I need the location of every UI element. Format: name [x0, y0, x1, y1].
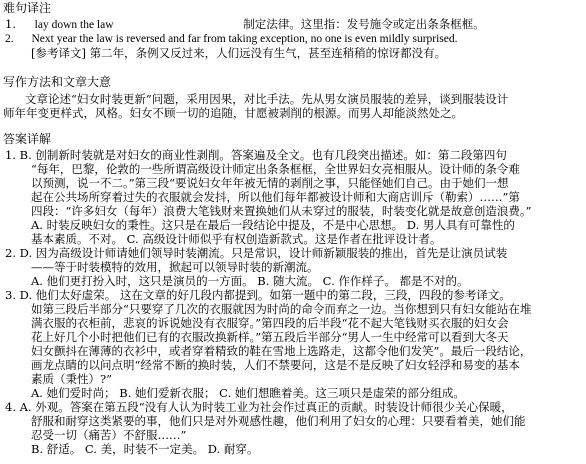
- note-1-number: 1.: [5, 17, 16, 31]
- note-2-english: Next year the law is reversed and far from taking exception, no one is even mildly surprised.: [31, 33, 458, 45]
- answer-line: 1. B. 创制新时装就是对妇女的商业性剥削。答案遍及全文。也有几段突出描述。如：第二段第四句: [5, 148, 507, 162]
- section-title-difficult-sentences: 难句译注: [3, 1, 52, 15]
- answer-line: 满衣服的衣柜前，悲哀的诉说她没有衣服穿。”第四段的后半段“花不起大笔钱财买衣服的妇女会: [31, 316, 509, 330]
- answer-line: ——等于时装模特的效用，掀起可以领导时装的新潮流。: [31, 260, 319, 274]
- answer-line: 基本素质。不对。 C. 高级设计师似乎有权创造新款式。这是作者在批评设计者。: [31, 232, 442, 246]
- answer-line: 起在公共场所穿着过失的衣服就会发抖，所以他们每年都被设计师和大商店训斥（勒索）……”第: [31, 190, 520, 204]
- section-title-writing-method: 写作方法和文章大意: [3, 75, 112, 89]
- answer-line: 四段：“许多妇女（每年）浪费大笔钱财来置换她们从未穿过的服装，时装变化就是故意创造浪费。”: [31, 204, 532, 218]
- answer-line: 舒服和耐穿这类紧要的事，他们只是对外观感性趣，他们利用了妇女的心理：只要看着美，她们能: [31, 414, 526, 428]
- note-1-english: lay down the law: [34, 19, 114, 31]
- note-2-number: 2.: [5, 33, 14, 45]
- note-2-translation: [参考译文] 第二年，条例又反过来，人们远没有生气，甚至连稍稍的惊讶都没有。: [31, 46, 447, 60]
- answer-line: B. 舒适。 C. 美，时装不一定美。 D. 耐穿。: [31, 442, 259, 456]
- note-item-1: [5, 18, 485, 32]
- answer-line: 如第三段后半部分“只要穿了几次的衣服就因为时尚的命令而弃之一边。当你想到只有妇女能站在堆: [31, 302, 532, 316]
- answer-line: 妇女颤抖在薄薄的衣衫中，或者穿着精致的鞋在雪地上选路走，这都令他们发笑”。最后一段结论，: [31, 344, 532, 358]
- answer-line: 忍受一切（痛苦）不舒服……”: [31, 428, 187, 442]
- answer-line: A. 他们更打扮入时，这只是演员的一方面。 B. 随大流。 C. 作作样子。 都是不对的。: [31, 274, 469, 288]
- answer-line: 以预测，说一不二。”第三段“要说妇女年年被无情的剥削之事，只能怪她们自己。由于她们一想: [31, 176, 509, 190]
- answer-line: 画龙点睛的以问点明“经常不断的换时装，人们不禁要问，这是不是反映了妇女轻浮和易变的基本: [31, 358, 520, 372]
- section-title-answer-explanation: 答案详解: [3, 132, 52, 146]
- summary-line-1: 文章论述“妇女时装更新”问题，采用因果，对比手法。先从男女演员服装的差异，谈到服装设计: [25, 92, 509, 106]
- note-item-2: [5, 33, 458, 46]
- answer-line: 3. D. 他们太好虚荣。 这在文章的好几段内都提到。如第一题中的第二段，三段，四段的参考译文。: [5, 288, 511, 302]
- answer-line: A. 她们爱时尚； B. 她们爱新衣服； C. 她们想瞧着美。这三项只是虚荣的部分组成。: [31, 386, 465, 400]
- answer-line: “每年，巴黎，伦敦的一些所谓高级设计师定出条条框框，全世界妇女亮相服从。设计师的条令难: [31, 162, 520, 176]
- answer-line: 素质（秉性）?”: [31, 372, 113, 386]
- note-1-chinese: 制定法律。这里指：发号施令或定出条条框框。: [243, 17, 485, 31]
- answer-line: 花上好几个小时把他们已有的衣服改换新样。”第五段后半部分“男人一生中经常可以看到大冬天: [31, 330, 509, 344]
- summary-line-2: 师年年变更样式，风格。妇女不顾一切的追随，甘愿被剥削的根源。而男人却能淡然处之。: [3, 106, 463, 120]
- answer-line: 2. D. 因为高级设计师请她们领导时装潮流。只是常识，设计师新颖服装的推出，首先是让演员试装: [5, 246, 508, 260]
- answer-line: A. 时装反映妇女的秉性。这只是在最后一段结论中提及，不是中心思想。 D. 男人具有可靠性的: [31, 218, 515, 232]
- answer-line: 4. A. 外观。答案在第五段“没有人认为时装工业为社会作过真正的贡献。时装设计师很少关心保暖，: [5, 400, 513, 414]
